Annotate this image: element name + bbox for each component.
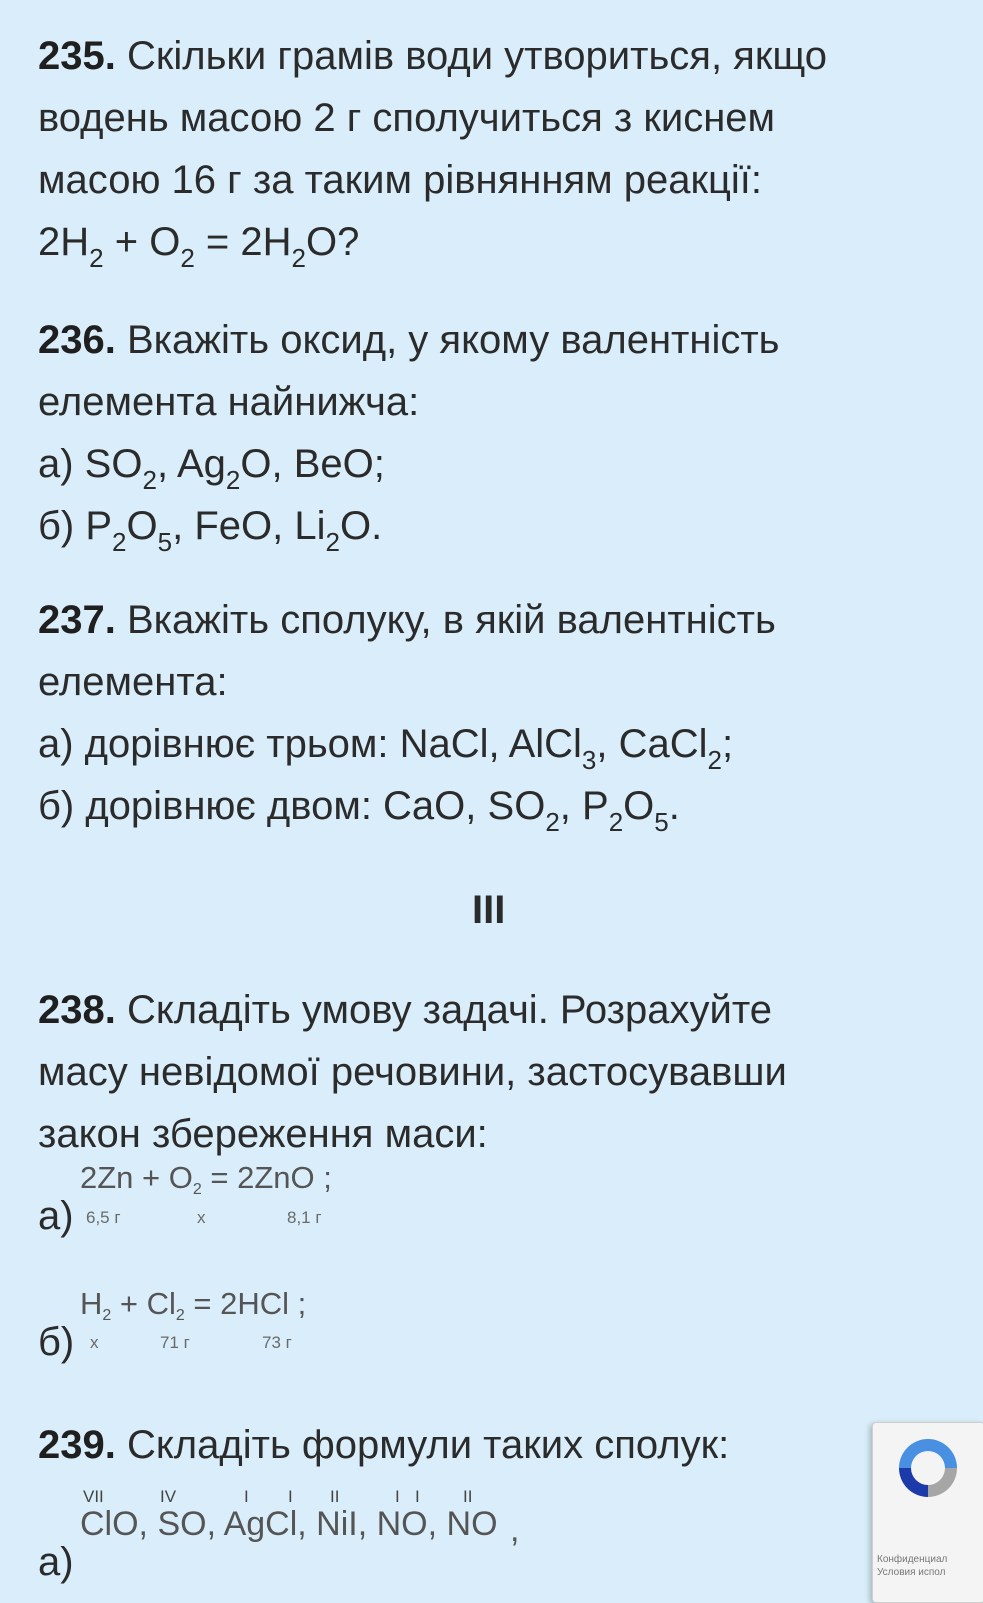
recaptcha-badge[interactable] bbox=[872, 1422, 983, 1603]
p238-text: Складіть умову задачі. Розрахуйте bbox=[115, 988, 772, 1032]
p239-trailing-comma: , bbox=[510, 1511, 520, 1549]
p239-label-a: а) bbox=[38, 1540, 74, 1584]
p238-mass-b-2: 71 г bbox=[160, 1333, 190, 1352]
p238-label-b: б) bbox=[38, 1320, 75, 1364]
badge-privacy-link[interactable]: Конфиденциал bbox=[877, 1554, 948, 1565]
p239-formulas: ClO, SO, AgCl, NiI, NO, NO bbox=[80, 1505, 498, 1543]
valence-label: I bbox=[288, 1487, 293, 1506]
valence-label: I bbox=[395, 1487, 400, 1506]
p235-line-1 bbox=[38, 36, 827, 76]
problem-number: 239. bbox=[38, 1423, 116, 1467]
recaptcha-logo-icon bbox=[893, 1433, 963, 1503]
p238-line-3: закон збереження маси: bbox=[38, 1112, 488, 1156]
p236-option-a: а) $SO_2$, $Ag_2O$, BeO; bbox=[38, 442, 385, 495]
valence-label: II bbox=[463, 1487, 473, 1506]
p236-option-b: б) $P_2O_5$, FeO, $Li_2O$. bbox=[38, 504, 383, 557]
valence-label: II bbox=[330, 1487, 340, 1506]
p238-mass-b-1: x bbox=[90, 1333, 99, 1352]
p238-mass-a-1: 6,5 г bbox=[86, 1208, 121, 1227]
p235-text: Скільки грамів води утвориться, якщо bbox=[115, 34, 828, 78]
p238-equation-a: $2Zn + O_2 = 2ZnO$ ; bbox=[80, 1160, 332, 1198]
p235-equation: $2H_2 + O_2 = 2H_2O$? bbox=[38, 220, 360, 273]
p238-mass-a-2: x bbox=[197, 1208, 206, 1227]
p237-option-a: а) дорівнює трьом: NaCl, AlCl$_3$, CaCl$_2$; bbox=[38, 722, 734, 775]
p236-line-2: елемента найнижча: bbox=[38, 380, 420, 424]
p238-mass-a-3: 8,1 г bbox=[287, 1208, 322, 1227]
badge-terms-link[interactable]: Условия испол bbox=[877, 1567, 946, 1578]
p238-line-2: масу невідомої речовини, застосувавши bbox=[38, 1050, 787, 1094]
p238-line-1 bbox=[38, 990, 772, 1030]
p235-line-2: водень масою 2 г сполучиться з киснем bbox=[38, 96, 776, 140]
p235-line-3: масою 16 г за таким рівнянням реакції: bbox=[38, 158, 762, 202]
section-heading: III bbox=[472, 888, 506, 932]
p239-text: Складіть формули таких сполук: bbox=[115, 1423, 730, 1467]
p239-line-1 bbox=[38, 1425, 729, 1465]
p237-line-2: елемента: bbox=[38, 660, 228, 704]
problem-number: 236. bbox=[38, 318, 116, 362]
p238-equation-b: $H_2 + Cl_2 = 2HCl$ ; bbox=[80, 1286, 307, 1324]
p237-option-b: б) дорівнює двом: CaO, $SO_2$, $P_2O_5$. bbox=[38, 784, 680, 837]
valence-label: I bbox=[415, 1487, 420, 1506]
p236-line-1 bbox=[38, 320, 780, 360]
problem-number: 238. bbox=[38, 988, 116, 1032]
valence-label: I bbox=[244, 1487, 249, 1506]
valence-label: VII bbox=[83, 1487, 104, 1506]
p237-line-1 bbox=[38, 600, 776, 640]
problem-number: 237. bbox=[38, 598, 116, 642]
p238-label-a: а) bbox=[38, 1194, 74, 1238]
problem-number: 235. bbox=[38, 34, 116, 78]
p237-text: Вкажіть сполуку, в якій валентність bbox=[115, 598, 776, 642]
valence-label: IV bbox=[160, 1487, 177, 1506]
p238-mass-b-3: 73 г bbox=[262, 1333, 292, 1352]
p236-text: Вкажіть оксид, у якому валентність bbox=[115, 318, 780, 362]
